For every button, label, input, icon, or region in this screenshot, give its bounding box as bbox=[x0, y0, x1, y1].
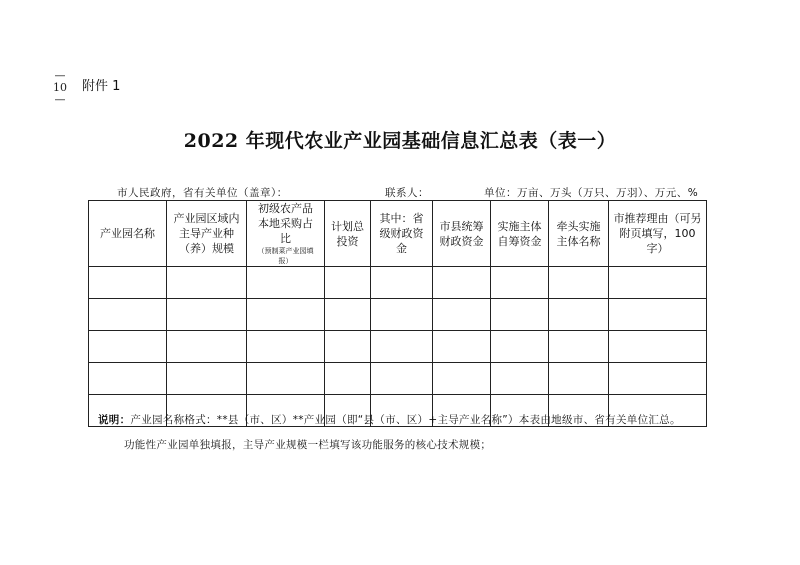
table-cell[interactable] bbox=[549, 331, 609, 363]
table-cell[interactable] bbox=[433, 267, 491, 299]
notes-label: 说明： bbox=[98, 414, 131, 426]
page-number: — 10 — bbox=[53, 69, 67, 106]
table-row bbox=[89, 299, 707, 331]
header-text: 产业园名称 bbox=[100, 227, 155, 240]
table-cell[interactable] bbox=[167, 267, 247, 299]
header-text: 产业园区域内主导产业种（养）规模 bbox=[173, 212, 240, 255]
table-cell[interactable] bbox=[247, 331, 325, 363]
table-row bbox=[89, 331, 707, 363]
table-cell[interactable] bbox=[371, 363, 433, 395]
table-cell[interactable] bbox=[247, 363, 325, 395]
table-cell[interactable] bbox=[325, 331, 371, 363]
table-row bbox=[89, 267, 707, 299]
notes-text: 产业园名称格式：**县（市、区）**产业园（即“县（市、区）+主导产业名称”）本表由地级市、省有关单位汇总。 bbox=[130, 414, 681, 426]
table-cell[interactable] bbox=[325, 267, 371, 299]
table-cell[interactable] bbox=[491, 299, 549, 331]
table-cell[interactable] bbox=[609, 331, 707, 363]
table-cell[interactable] bbox=[167, 331, 247, 363]
table-cell[interactable] bbox=[433, 299, 491, 331]
notes-line-1 bbox=[98, 413, 681, 427]
table-row bbox=[89, 363, 707, 395]
table-cell[interactable] bbox=[247, 267, 325, 299]
summary-table bbox=[88, 200, 707, 427]
header-park-name bbox=[89, 201, 167, 267]
header-text: 实施主体自筹资金 bbox=[497, 219, 542, 248]
table-cell[interactable] bbox=[491, 267, 549, 299]
header-lead-entity bbox=[549, 201, 609, 267]
table-cell[interactable] bbox=[549, 299, 609, 331]
table-cell[interactable] bbox=[549, 363, 609, 395]
header-recommendation bbox=[609, 201, 707, 267]
table-cell[interactable] bbox=[491, 363, 549, 395]
table-cell[interactable] bbox=[491, 331, 549, 363]
header-text: 其中：省级财政资金 bbox=[379, 212, 424, 255]
table-cell[interactable] bbox=[549, 267, 609, 299]
header-local-purchase bbox=[247, 201, 325, 267]
units-note: 单位：万亩、万头（万只、万羽）、万元、% bbox=[484, 187, 699, 199]
table-cell[interactable] bbox=[609, 299, 707, 331]
header-total-investment bbox=[325, 201, 371, 267]
document-title: 2022 年现代农业产业园基础信息汇总表（表一） bbox=[183, 130, 617, 152]
header-provincial-funds bbox=[371, 201, 433, 267]
table-cell[interactable] bbox=[371, 331, 433, 363]
table-cell[interactable] bbox=[433, 363, 491, 395]
table-cell[interactable] bbox=[89, 299, 167, 331]
header-county-funds bbox=[433, 201, 491, 267]
table-cell[interactable] bbox=[325, 363, 371, 395]
header-text: 市县统筹财政资金 bbox=[439, 219, 484, 248]
table-cell[interactable] bbox=[167, 363, 247, 395]
header-text: 初级农产品本地采购占比 bbox=[258, 202, 313, 245]
annex-label: 附件 1 bbox=[82, 79, 121, 94]
header-self-funds bbox=[491, 201, 549, 267]
table-cell[interactable] bbox=[609, 267, 707, 299]
table-cell[interactable] bbox=[247, 299, 325, 331]
table-cell[interactable] bbox=[89, 267, 167, 299]
table-cell[interactable] bbox=[371, 267, 433, 299]
submitter-field: 市人民政府，省有关单位（盖章）： bbox=[117, 187, 288, 199]
table-cell[interactable] bbox=[609, 363, 707, 395]
table-cell[interactable] bbox=[433, 331, 491, 363]
header-text: 牵头实施主体名称 bbox=[556, 219, 601, 248]
contact-field: 联系人： bbox=[385, 187, 429, 199]
table-cell[interactable] bbox=[89, 331, 167, 363]
notes-line-2: 功能性产业园单独填报，主导产业规模一栏填写该功能服务的核心技术规模； bbox=[124, 439, 492, 451]
header-text: 市推荐理由（可另附页填写，100 字） bbox=[613, 212, 702, 255]
table-cell[interactable] bbox=[89, 363, 167, 395]
table-header-row bbox=[89, 201, 707, 267]
table-cell[interactable] bbox=[167, 299, 247, 331]
header-industry-scale bbox=[167, 201, 247, 267]
table-cell[interactable] bbox=[325, 299, 371, 331]
header-note: （预制菜产业园填报） bbox=[257, 247, 314, 265]
header-text: 计划总投资 bbox=[331, 219, 364, 248]
table-cell[interactable] bbox=[371, 299, 433, 331]
